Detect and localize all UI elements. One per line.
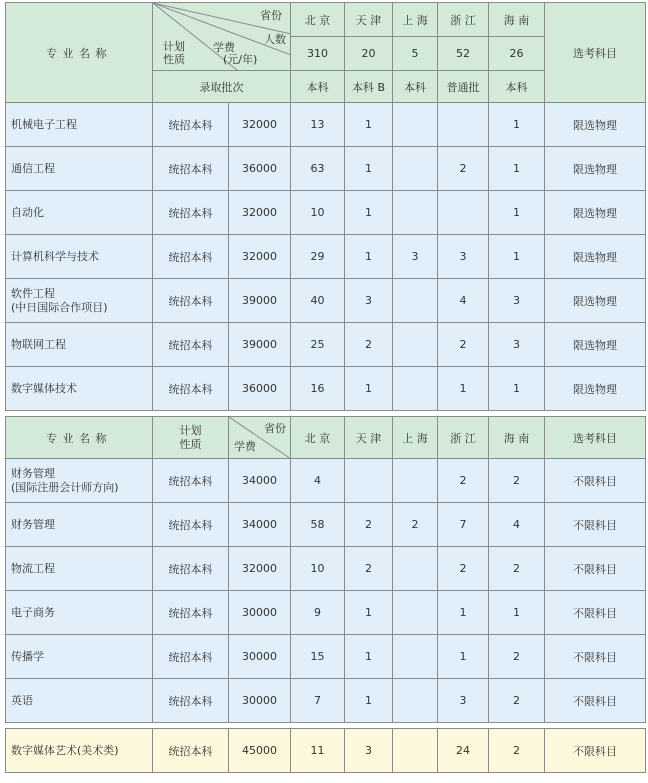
quota-shanghai: 2	[393, 503, 438, 547]
quota-tianjin: 1	[345, 103, 393, 147]
major-name: 机械电子工程	[6, 103, 153, 147]
quota-hainan: 2	[489, 679, 545, 723]
province-hainan: 海 南	[489, 417, 545, 459]
quota-beijing: 29	[291, 235, 345, 279]
plan-type: 统招本科	[153, 591, 229, 635]
plan-type: 统招本科	[153, 147, 229, 191]
quota-tianjin: 2	[345, 547, 393, 591]
total-tianjin: 20	[345, 37, 393, 71]
major-name: 财务管理	[6, 503, 153, 547]
quota-hainan: 3	[489, 323, 545, 367]
major-name: 软件工程 (中日国际合作项目)	[6, 279, 153, 323]
table-art-major	[5, 728, 646, 773]
quota-zhejiang	[438, 191, 489, 235]
subject-requirement: 限选物理	[545, 367, 646, 411]
table-science-majors	[5, 2, 646, 411]
corner-province-label: 省份	[260, 9, 282, 22]
plan-type: 统招本科	[153, 635, 229, 679]
subject-requirement: 限选物理	[545, 147, 646, 191]
major-name-note: (国际注册会计师方向)	[11, 480, 119, 494]
table-row	[6, 591, 646, 635]
quota-shanghai	[393, 729, 438, 773]
quota-beijing: 7	[291, 679, 345, 723]
corner-plan-label-2: 性质	[163, 53, 185, 66]
quota-hainan: 1	[489, 591, 545, 635]
header-major-name: 专业名称	[6, 417, 153, 459]
batch-beijing: 本科	[291, 71, 345, 103]
table-row	[6, 503, 646, 547]
quota-zhejiang: 3	[438, 235, 489, 279]
quota-zhejiang: 2	[438, 459, 489, 503]
tuition: 30000	[229, 635, 291, 679]
major-name: 物流工程	[6, 547, 153, 591]
quota-hainan: 1	[489, 367, 545, 411]
quota-shanghai	[393, 547, 438, 591]
subject-requirement: 不限科目	[545, 503, 646, 547]
plan-type: 统招本科	[153, 503, 229, 547]
quota-beijing: 9	[291, 591, 345, 635]
quota-zhejiang: 2	[438, 547, 489, 591]
table-row	[6, 103, 646, 147]
quota-hainan: 1	[489, 235, 545, 279]
major-name: 物联网工程	[6, 323, 153, 367]
quota-shanghai	[393, 591, 438, 635]
admission-plan-tables	[5, 2, 645, 773]
quota-hainan: 1	[489, 103, 545, 147]
quota-tianjin: 1	[345, 191, 393, 235]
quota-zhejiang: 3	[438, 679, 489, 723]
subject-requirement: 不限科目	[545, 635, 646, 679]
quota-zhejiang	[438, 103, 489, 147]
quota-beijing: 63	[291, 147, 345, 191]
tuition: 32000	[229, 103, 291, 147]
batch-tianjin: 本科 B	[345, 71, 393, 103]
quota-beijing: 10	[291, 547, 345, 591]
quota-beijing: 11	[291, 729, 345, 773]
table-row	[6, 729, 646, 773]
quota-tianjin: 3	[345, 279, 393, 323]
quota-shanghai	[393, 367, 438, 411]
quota-beijing: 25	[291, 323, 345, 367]
batch-zhejiang: 普通批	[438, 71, 489, 103]
total-shanghai: 5	[393, 37, 438, 71]
subject-requirement: 限选物理	[545, 323, 646, 367]
plan-type: 统招本科	[153, 235, 229, 279]
quota-shanghai	[393, 635, 438, 679]
quota-tianjin: 1	[345, 635, 393, 679]
quota-zhejiang: 24	[438, 729, 489, 773]
subject-requirement: 不限科目	[545, 459, 646, 503]
tuition: 30000	[229, 679, 291, 723]
total-zhejiang: 52	[438, 37, 489, 71]
quota-tianjin	[345, 459, 393, 503]
province-tianjin: 天 津	[345, 3, 393, 37]
header-diagonal-cell	[229, 417, 291, 459]
quota-tianjin: 2	[345, 503, 393, 547]
subject-requirement: 限选物理	[545, 279, 646, 323]
major-name: 数字媒体艺术(美术类)	[6, 729, 153, 773]
tuition: 36000	[229, 147, 291, 191]
tuition: 39000	[229, 279, 291, 323]
table-row	[6, 459, 646, 503]
plan-type: 统招本科	[153, 279, 229, 323]
tuition: 32000	[229, 547, 291, 591]
province-beijing: 北 京	[291, 417, 345, 459]
major-name: 通信工程	[6, 147, 153, 191]
major-name: 财务管理 (国际注册会计师方向)	[6, 459, 153, 503]
quota-tianjin: 2	[345, 323, 393, 367]
quota-hainan: 2	[489, 729, 545, 773]
quota-zhejiang: 7	[438, 503, 489, 547]
quota-shanghai	[393, 679, 438, 723]
corner-tuition-label: 学费	[213, 41, 235, 54]
plan-type: 统招本科	[153, 547, 229, 591]
quota-zhejiang: 1	[438, 367, 489, 411]
quota-tianjin: 1	[345, 235, 393, 279]
quota-hainan: 4	[489, 503, 545, 547]
table-row	[6, 679, 646, 723]
quota-beijing: 10	[291, 191, 345, 235]
table-row	[6, 191, 646, 235]
corner-plan-label-1: 计划	[163, 40, 185, 53]
quota-zhejiang: 2	[438, 147, 489, 191]
subject-requirement: 限选物理	[545, 191, 646, 235]
subject-requirement: 限选物理	[545, 103, 646, 147]
quota-tianjin: 1	[345, 147, 393, 191]
table-row	[6, 367, 646, 411]
subject-requirement: 不限科目	[545, 679, 646, 723]
quota-tianjin: 1	[345, 679, 393, 723]
major-name: 电子商务	[6, 591, 153, 635]
quota-hainan: 2	[489, 459, 545, 503]
quota-zhejiang: 4	[438, 279, 489, 323]
corner-tuition-label: 学费	[234, 440, 256, 453]
quota-beijing: 16	[291, 367, 345, 411]
quota-shanghai	[393, 279, 438, 323]
quota-shanghai: 3	[393, 235, 438, 279]
subject-requirement: 不限科目	[545, 729, 646, 773]
quota-hainan: 1	[489, 147, 545, 191]
table-row	[6, 635, 646, 679]
tuition: 36000	[229, 367, 291, 411]
tuition: 34000	[229, 459, 291, 503]
major-name: 传播学	[6, 635, 153, 679]
province-zhejiang: 浙 江	[438, 3, 489, 37]
tuition: 32000	[229, 235, 291, 279]
major-name: 计算机科学与技术	[6, 235, 153, 279]
major-name-note: (中日国际合作项目)	[11, 300, 108, 314]
quota-shanghai	[393, 459, 438, 503]
table-row	[6, 279, 646, 323]
quota-shanghai	[393, 147, 438, 191]
quota-tianjin: 1	[345, 591, 393, 635]
province-hainan: 海 南	[489, 3, 545, 37]
quota-zhejiang: 1	[438, 591, 489, 635]
header-diagonal-cell	[153, 3, 291, 71]
table-row	[6, 147, 646, 191]
quota-shanghai	[393, 323, 438, 367]
quota-tianjin: 1	[345, 367, 393, 411]
quota-beijing: 40	[291, 279, 345, 323]
quota-hainan: 2	[489, 635, 545, 679]
quota-beijing: 15	[291, 635, 345, 679]
quota-tianjin: 3	[345, 729, 393, 773]
batch-shanghai: 本科	[393, 71, 438, 103]
plan-type: 统招本科	[153, 103, 229, 147]
quota-zhejiang: 1	[438, 635, 489, 679]
quota-beijing: 13	[291, 103, 345, 147]
tuition: 34000	[229, 503, 291, 547]
province-tianjin: 天 津	[345, 417, 393, 459]
tuition: 30000	[229, 591, 291, 635]
tuition: 45000	[229, 729, 291, 773]
plan-type: 统招本科	[153, 323, 229, 367]
quota-zhejiang: 2	[438, 323, 489, 367]
tuition: 39000	[229, 323, 291, 367]
corner-people-label: 人数	[264, 33, 286, 46]
plan-type: 统招本科	[153, 191, 229, 235]
plan-type: 统招本科	[153, 679, 229, 723]
province-shanghai: 上 海	[393, 3, 438, 37]
major-name: 英语	[6, 679, 153, 723]
tuition: 32000	[229, 191, 291, 235]
plan-type: 统招本科	[153, 729, 229, 773]
province-beijing: 北 京	[291, 3, 345, 37]
header-subjects: 选考科目	[545, 3, 646, 103]
batch-hainan: 本科	[489, 71, 545, 103]
major-name: 自动化	[6, 191, 153, 235]
subject-requirement: 限选物理	[545, 235, 646, 279]
corner-province-label: 省份	[264, 422, 286, 435]
province-zhejiang: 浙 江	[438, 417, 489, 459]
quota-beijing: 4	[291, 459, 345, 503]
quota-hainan: 1	[489, 191, 545, 235]
table-row	[6, 323, 646, 367]
major-name: 数字媒体技术	[6, 367, 153, 411]
quota-shanghai	[393, 103, 438, 147]
table-row	[6, 547, 646, 591]
header-plan-type-2: 性质	[179, 437, 202, 451]
plan-type: 统招本科	[153, 459, 229, 503]
corner-tuition-unit-label: (元/年)	[223, 53, 258, 66]
table-general-majors	[5, 416, 646, 723]
header-batch: 录取批次	[153, 71, 291, 103]
header-major-name: 专业名称	[6, 3, 153, 103]
subject-requirement: 不限科目	[545, 547, 646, 591]
header-subjects: 选考科目	[545, 417, 646, 459]
total-beijing: 310	[291, 37, 345, 71]
plan-type: 统招本科	[153, 367, 229, 411]
table-row	[6, 235, 646, 279]
subject-requirement: 不限科目	[545, 591, 646, 635]
quota-hainan: 2	[489, 547, 545, 591]
header-plan-type: 计划 性质	[153, 417, 229, 459]
quota-beijing: 58	[291, 503, 345, 547]
province-shanghai: 上 海	[393, 417, 438, 459]
quota-hainan: 3	[489, 279, 545, 323]
total-hainan: 26	[489, 37, 545, 71]
quota-shanghai	[393, 191, 438, 235]
